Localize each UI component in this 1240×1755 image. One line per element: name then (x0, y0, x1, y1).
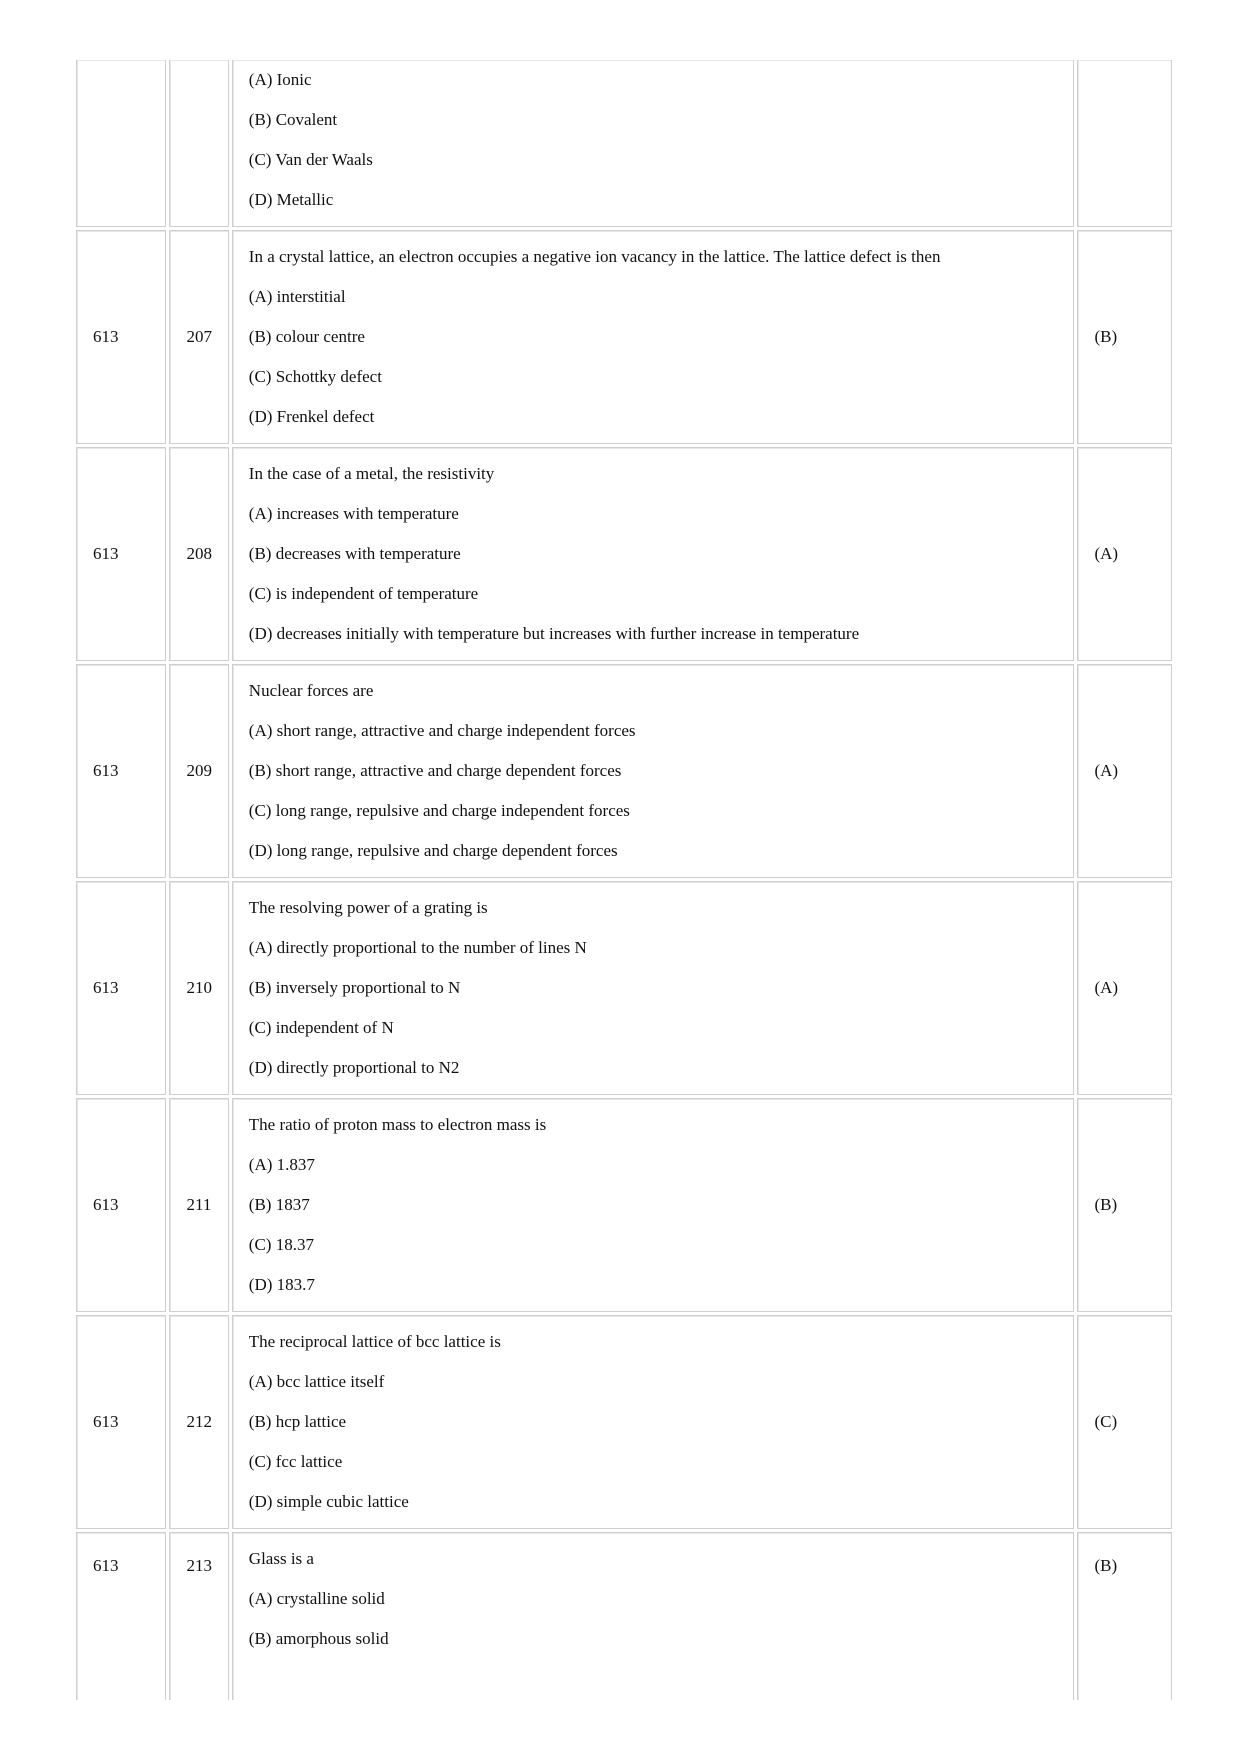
option-line: (D) decreases initially with temperature but increases with further increase in temperature (248, 624, 860, 643)
table-row (76, 1098, 1172, 1312)
question-cell (232, 881, 1075, 1095)
option-line: (C) is independent of temperature (248, 584, 479, 603)
option-line: (C) Schottky defect (248, 367, 382, 386)
option-line: (A) interstitial (248, 287, 346, 306)
option-line: (B) short range, attractive and charge dependent forces (248, 761, 622, 780)
option-line: (B) decreases with temperature (248, 544, 461, 563)
question-table (73, 60, 1175, 1700)
option-line: (C) independent of N (248, 1018, 394, 1037)
option-line: (A) bcc lattice itself (248, 1372, 385, 1391)
answer-cell: (A) (1077, 447, 1172, 661)
table-row (76, 1315, 1172, 1529)
question-number-cell (169, 60, 228, 227)
paper-code-cell: 613 (76, 230, 166, 444)
answer-cell (1077, 1532, 1172, 1700)
question-stem: In the case of a metal, the resistivity (248, 464, 495, 483)
question-cell (232, 230, 1075, 444)
question-stem: Nuclear forces are (248, 681, 374, 700)
answer-cell: (C) (1077, 1315, 1172, 1529)
answer-cell: (A) (1077, 881, 1172, 1095)
option-line: (B) amorphous solid (248, 1629, 389, 1648)
option-line: (C) 18.37 (248, 1235, 314, 1254)
paper-code-cell: 613 (76, 881, 166, 1095)
option-line: (B) colour centre (248, 327, 365, 346)
question-stem: The ratio of proton mass to electron mass is (248, 1115, 547, 1134)
option-line: (A) 1.837 (248, 1155, 315, 1174)
paper-code-cell: 613 (76, 1315, 166, 1529)
table-row (76, 60, 1172, 227)
question-number-cell: 212 (169, 1315, 228, 1529)
option-line: (D) 183.7 (248, 1275, 315, 1294)
table-row (76, 1532, 1172, 1700)
option-line: (A) increases with temperature (248, 504, 459, 523)
paper-code-cell (76, 1532, 166, 1700)
question-number-cell (169, 1532, 228, 1700)
option-line: (D) long range, repulsive and charge dependent forces (248, 841, 618, 860)
paper-code-cell (76, 60, 166, 227)
option-line: (B) hcp lattice (248, 1412, 347, 1431)
answer-cell: (B) (1077, 1098, 1172, 1312)
question-cell (232, 60, 1075, 227)
option-line: (A) directly proportional to the number of lines N (248, 938, 587, 957)
question-stem: Glass is a (248, 1549, 314, 1568)
answer-cell: (B) (1077, 230, 1172, 444)
answer-cell (1077, 60, 1172, 227)
paper-code-cell: 613 (76, 1098, 166, 1312)
question-cell (232, 1532, 1075, 1700)
option-line: (A) Ionic (248, 70, 312, 89)
option-line: (D) Metallic (248, 190, 334, 209)
table-row (76, 230, 1172, 444)
option-line: (D) Frenkel defect (248, 407, 375, 426)
question-stem: In a crystal lattice, an electron occupies a negative ion vacancy in the lattice. The lattice defect is then (248, 247, 941, 266)
question-number-cell: 207 (169, 230, 228, 444)
answer: (B) (1094, 1556, 1118, 1575)
table-row (76, 447, 1172, 661)
option-line: (B) 1837 (248, 1195, 310, 1214)
option-line: (D) simple cubic lattice (248, 1492, 409, 1511)
paper-code: 613 (93, 1556, 119, 1575)
option-line: (A) crystalline solid (248, 1589, 385, 1608)
question-cell (232, 664, 1075, 878)
option-line: (B) Covalent (248, 110, 338, 129)
question-cell (232, 447, 1075, 661)
option-line: (A) short range, attractive and charge independent forces (248, 721, 636, 740)
question-number-cell: 208 (169, 447, 228, 661)
paper-code-cell: 613 (76, 447, 166, 661)
question-number-cell: 210 (169, 881, 228, 1095)
table-row (76, 881, 1172, 1095)
document-page (73, 60, 1175, 1700)
question-number-cell: 211 (169, 1098, 228, 1312)
blank-line (249, 1659, 1058, 1699)
answer-cell: (A) (1077, 664, 1172, 878)
question-cell (232, 1315, 1075, 1529)
table-row (76, 664, 1172, 878)
option-line: (C) long range, repulsive and charge independent forces (248, 801, 630, 820)
option-line: (B) inversely proportional to N (248, 978, 461, 997)
option-line: (C) fcc lattice (248, 1452, 343, 1471)
question-stem: The reciprocal lattice of bcc lattice is (248, 1332, 501, 1351)
question-stem: The resolving power of a grating is (248, 898, 488, 917)
question-number-cell: 209 (169, 664, 228, 878)
question-cell (232, 1098, 1075, 1312)
paper-code-cell: 613 (76, 664, 166, 878)
option-line: (D) directly proportional to N2 (248, 1058, 460, 1077)
option-line: (C) Van der Waals (248, 150, 373, 169)
question-number: 213 (186, 1556, 212, 1575)
